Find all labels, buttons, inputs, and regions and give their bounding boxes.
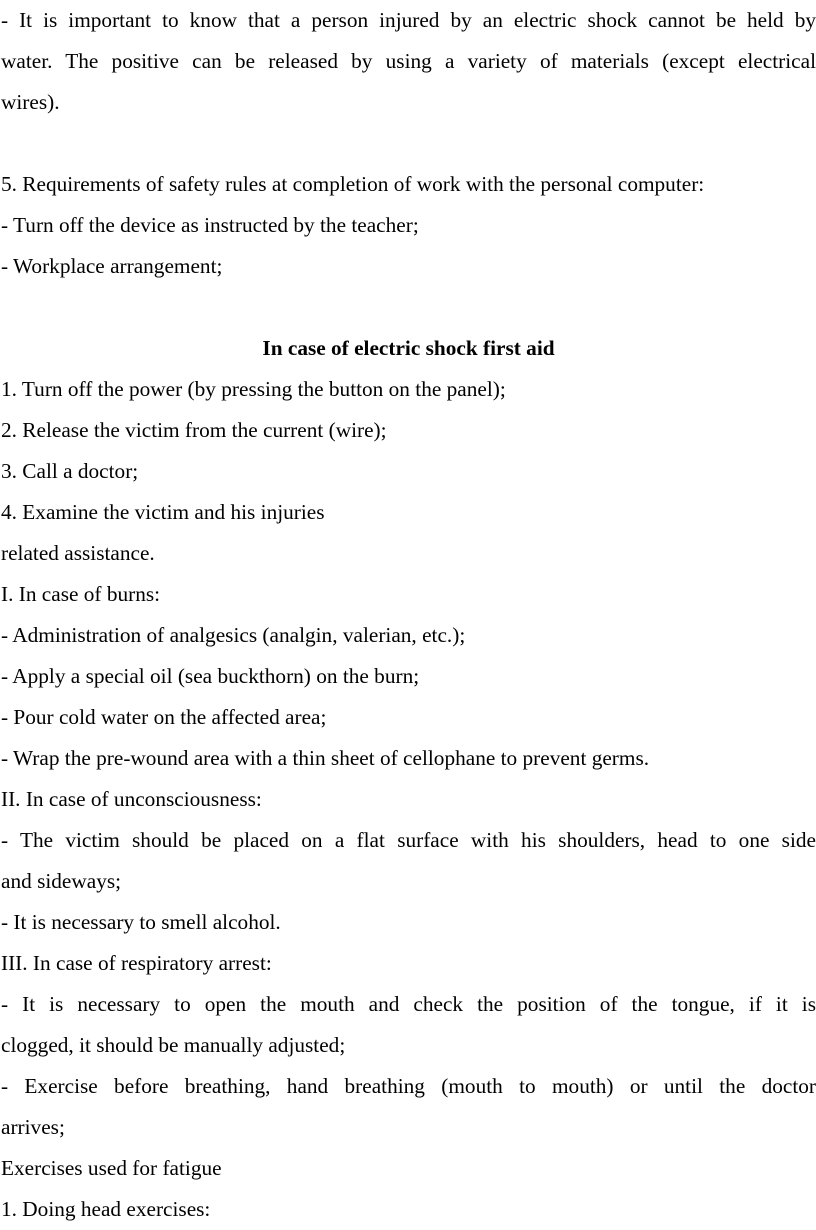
first-aid-section	[1, 328, 816, 1148]
burns-item: - Apply a special oil (sea buckthorn) on the burn;	[1, 664, 420, 688]
intro-line-1: - It is important to know that a person injured by an electric shock cannot be held by	[1, 8, 816, 32]
fatigue-title: Exercises used for fatigue	[1, 1156, 222, 1180]
section-5-item: - Workplace arrangement;	[1, 254, 223, 278]
respiratory-item: - Exercise before breathing, hand breathing (mouth to mouth) or until the doctor	[1, 1074, 816, 1098]
respiratory-item: arrives;	[1, 1115, 65, 1139]
unconsciousness-item: and sideways;	[1, 869, 122, 893]
first-aid-heading: In case of electric shock first aid	[262, 336, 555, 360]
respiratory-title: III. In case of respiratory arrest:	[1, 951, 272, 975]
blank-line	[1, 123, 816, 164]
first-aid-step: related assistance.	[1, 541, 155, 565]
burns-item: - Pour cold water on the affected area;	[1, 705, 327, 729]
first-aid-step: 1. Turn off the power (by pressing the button on the panel);	[1, 377, 506, 401]
intro-line-2: water. The positive can be released by using a variety of materials (except electrical	[1, 49, 816, 73]
burns-title: I. In case of burns:	[1, 582, 161, 606]
first-aid-step: 3. Call a doctor;	[1, 459, 139, 483]
unconsciousness-item: - It is necessary to smell alcohol.	[1, 910, 281, 934]
blank-line	[1, 287, 816, 328]
first-aid-step: 2. Release the victim from the current (wire);	[1, 418, 387, 442]
fatigue-item: 1. Doing head exercises:	[1, 1197, 211, 1221]
respiratory-item: - It is necessary to open the mouth and check the position of the tongue, if it is	[1, 992, 816, 1016]
fatigue-section	[1, 1148, 816, 1230]
unconsciousness-title: II. In case of unconsciousness:	[1, 787, 262, 811]
unconsciousness-item: - The victim should be placed on a flat surface with his shoulders, head to one side	[1, 828, 816, 852]
respiratory-item: clogged, it should be manually adjusted;	[1, 1033, 346, 1057]
intro-line-3: wires).	[1, 90, 60, 114]
burns-item: - Wrap the pre-wound area with a thin sheet of cellophane to prevent germs.	[1, 746, 650, 770]
first-aid-step: 4. Examine the victim and his injuries	[1, 500, 325, 524]
intro-paragraph	[1, 0, 816, 123]
section-5	[1, 164, 816, 287]
section-5-item: - Turn off the device as instructed by the teacher;	[1, 213, 419, 237]
section-5-title: 5. Requirements of safety rules at completion of work with the personal computer:	[1, 172, 705, 196]
burns-item: - Administration of analgesics (analgin, valerian, etc.);	[1, 623, 466, 647]
